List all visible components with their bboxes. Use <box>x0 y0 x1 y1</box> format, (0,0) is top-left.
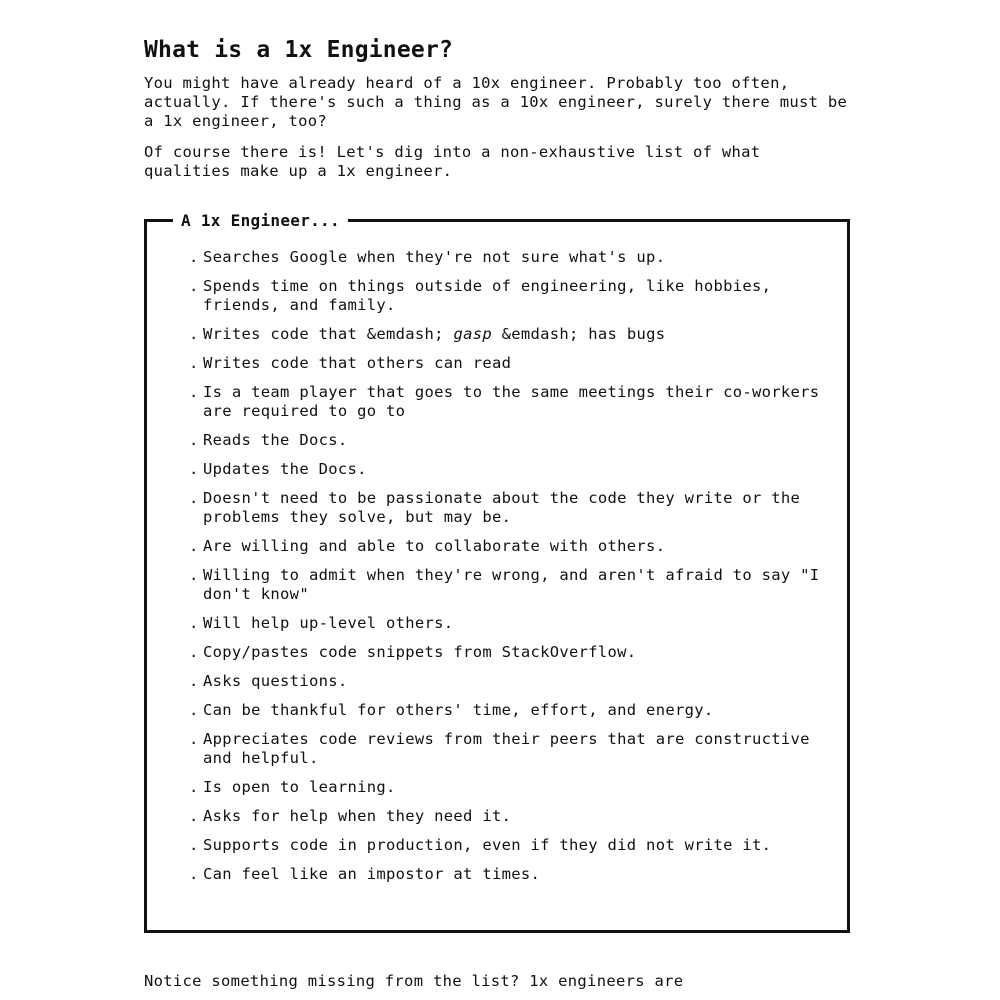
list-item-emphasis: gasp <box>453 325 492 343</box>
list-item <box>189 807 827 826</box>
page-title: What is a 1x Engineer? <box>144 37 454 63</box>
qualities-box-legend: A 1x Engineer... <box>173 211 348 231</box>
list-item-text: Spends time on things outside of engineering, like hobbies, friends, and family. <box>203 277 772 314</box>
list-item <box>189 778 827 797</box>
list-item <box>189 431 827 450</box>
bullet-icon: . <box>189 383 199 401</box>
list-item-text: Are willing and able to collaborate with others. <box>203 537 666 555</box>
bullet-icon: . <box>189 277 199 295</box>
bullet-icon: . <box>189 248 199 266</box>
bullet-icon: . <box>189 325 199 343</box>
list-item-text: Copy/pastes code snippets from StackOverflow. <box>203 643 637 661</box>
list-item <box>189 865 827 884</box>
list-item <box>189 643 827 662</box>
intro-paragraph-2: Of course there is! Let's dig into a non-exhaustive list of what qualities make up a 1x engineer. <box>144 143 761 180</box>
list-item-text: Reads the Docs. <box>203 431 348 449</box>
list-item-text: Searches Google when they're not sure what's up. <box>203 248 666 266</box>
list-item <box>189 489 827 527</box>
list-item <box>189 566 827 604</box>
bullet-icon: . <box>189 354 199 372</box>
list-item-text: Can be thankful for others' time, effort, and energy. <box>203 701 714 719</box>
list-item-text-before: Writes code that &emdash; <box>203 325 454 343</box>
qualities-list <box>189 248 827 884</box>
bullet-icon: . <box>189 672 199 690</box>
list-item-text: Appreciates code reviews from their peers that are constructive and helpful. <box>203 730 810 767</box>
list-item <box>189 248 827 267</box>
list-item-text: Asks questions. <box>203 672 348 690</box>
list-item-text: Will help up-level others. <box>203 614 454 632</box>
qualities-box <box>144 211 850 933</box>
bullet-icon: . <box>189 836 199 854</box>
bullet-icon: . <box>189 566 199 584</box>
bullet-icon: . <box>189 730 199 748</box>
list-item <box>189 672 827 691</box>
bullet-icon: . <box>189 537 199 555</box>
list-item-text: Writes code that others can read <box>203 354 512 372</box>
bullet-icon: . <box>189 460 199 478</box>
bullet-icon: . <box>189 489 199 507</box>
list-item <box>189 614 827 633</box>
list-item <box>189 277 827 315</box>
list-item-text: Is a team player that goes to the same meetings their co-workers are required to go to <box>203 383 820 420</box>
list-item <box>189 460 827 479</box>
bullet-icon: . <box>189 643 199 661</box>
bullet-icon: . <box>189 614 199 632</box>
list-item-text-after: &emdash; has bugs <box>491 325 666 343</box>
list-item <box>189 836 827 855</box>
list-item-text: Asks for help when they need it. <box>203 807 512 825</box>
list-item-text: Is open to learning. <box>203 778 396 796</box>
list-item-text: Willing to admit when they're wrong, and aren't afraid to say "I don't know" <box>203 566 820 603</box>
list-item-text: Supports code in production, even if they did not write it. <box>203 836 772 854</box>
list-item <box>189 354 827 373</box>
footer-paragraph: Notice something missing from the list? 1x engineers are <box>144 972 684 990</box>
intro-paragraph-1: You might have already heard of a 10x engineer. Probably too often, actually. If there's such a thing as a 10x engineer, surely there must be a 1x engineer, too? <box>144 74 848 130</box>
list-item <box>189 325 827 344</box>
article <box>144 34 856 933</box>
list-item-text: Updates the Docs. <box>203 460 367 478</box>
list-item <box>189 383 827 421</box>
bullet-icon: . <box>189 807 199 825</box>
bullet-icon: . <box>189 778 199 796</box>
bullet-icon: . <box>189 865 199 883</box>
bullet-icon: . <box>189 701 199 719</box>
bullet-icon: . <box>189 431 199 449</box>
list-item <box>189 730 827 768</box>
list-item-text: Doesn't need to be passionate about the code they write or the problems they solve, but may be. <box>203 489 801 526</box>
list-item-text: Can feel like an impostor at times. <box>203 865 541 883</box>
list-item <box>189 537 827 556</box>
list-item <box>189 701 827 720</box>
